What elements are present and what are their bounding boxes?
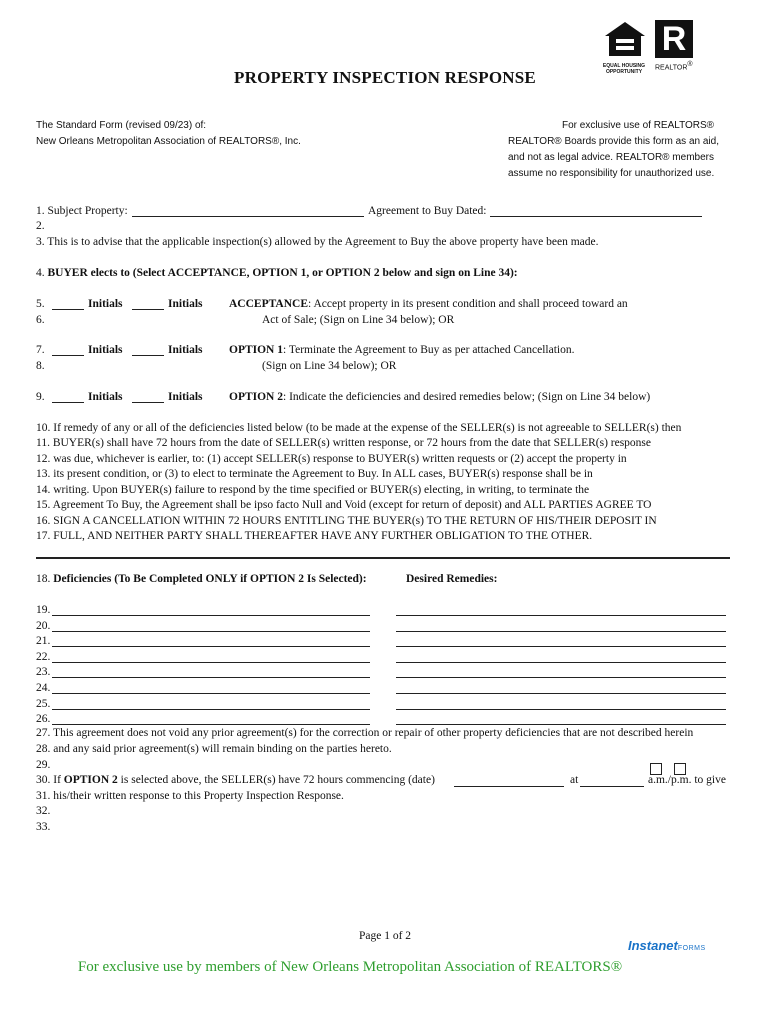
initials-label: Initials xyxy=(88,298,123,310)
header-left-line1: The Standard Form (revised 09/23) of: xyxy=(36,120,207,131)
page-number: Page 1 of 2 xyxy=(358,930,412,942)
line-27: 27. This agreement does not void any prior agreement(s) for the correction or repair of other property deficiencies that are not described herein xyxy=(36,727,694,739)
deficiency-field[interactable] xyxy=(52,615,370,616)
remedy-field[interactable] xyxy=(396,709,726,710)
line-30-at: at xyxy=(570,774,579,786)
acceptance-initials-1[interactable] xyxy=(52,309,84,310)
remedy-field[interactable] xyxy=(396,693,726,694)
deficiency-line-number: 25. xyxy=(36,697,51,710)
line-5-num: 5. xyxy=(36,298,45,310)
line-16: 16. SIGN A CANCELLATION WITHIN 72 HOURS ENTITLING THE BUYER(s) TO THE RETURN OF HIS/THEIR DEPOSIT IN xyxy=(36,515,657,527)
realtor-r-icon: R xyxy=(655,20,693,58)
subject-property-field[interactable] xyxy=(132,216,364,217)
acceptance-initials-2[interactable] xyxy=(132,309,164,310)
line-2: 2. xyxy=(36,220,45,232)
line-1-label: 1. Subject Property: xyxy=(36,205,128,217)
line-28: 28. and any said prior agreement(s) will remain binding on the parties hereto. xyxy=(36,743,392,755)
line-30: 30. If OPTION 2 is selected above, the SELLER(s) have 72 hours commencing (date) xyxy=(36,774,435,786)
remedy-field[interactable] xyxy=(396,677,726,678)
remedy-field[interactable] xyxy=(396,646,726,647)
line-1-agreement-label: Agreement to Buy Dated: xyxy=(368,205,487,217)
equal-housing-text: EQUAL HOUSING OPPORTUNITY xyxy=(602,63,646,75)
header-right-line3: and not as legal advice. REALTOR® members xyxy=(508,152,714,163)
line-9-num: 9. xyxy=(36,391,45,403)
option1-initials-2[interactable] xyxy=(132,355,164,356)
line-6-num: 6. xyxy=(36,314,45,326)
line-7-num: 7. xyxy=(36,344,45,356)
line-4: 4. BUYER elects to (Select ACCEPTANCE, OPTION 1, or OPTION 2 below and sign on Line 34): xyxy=(36,267,518,279)
deficiency-field[interactable] xyxy=(52,646,370,647)
option1-text-2: (Sign on Line 34 below); OR xyxy=(262,360,397,372)
page-title: PROPERTY INSPECTION RESPONSE xyxy=(234,68,536,87)
option2-text: OPTION 2: Indicate the deficiencies and desired remedies below; (Sign on Line 34 below) xyxy=(229,391,651,403)
acceptance-text: ACCEPTANCE: Accept property in its present condition and shall proceed toward an xyxy=(229,298,628,310)
header-right-line4: assume no responsibility for unauthorized use. xyxy=(508,168,715,179)
commencing-time-field[interactable] xyxy=(580,786,644,787)
line-10: 10. If remedy of any or all of the deficiencies listed below (to be made at the expense of the SELLER(s) is not agreeable to SELLER(s) then xyxy=(36,422,682,434)
deficiency-line-number: 23. xyxy=(36,666,51,679)
option1-text: OPTION 1: Terminate the Agreement to Buy as per attached Cancellation. xyxy=(229,344,575,356)
line-30-ampm: a.m./p.m. to give xyxy=(648,774,726,786)
line-8-num: 8. xyxy=(36,360,45,372)
equal-housing-logo xyxy=(602,20,648,75)
initials-label: Initials xyxy=(88,344,123,356)
commencing-date-field[interactable] xyxy=(454,786,564,787)
deficiency-line-number: 21. xyxy=(36,635,51,648)
line-31: 31. his/their written response to this Property Inspection Response. xyxy=(36,790,344,802)
buyer-elects-text: BUYER elects to (Select ACCEPTANCE, OPTION 1, or OPTION 2 below and sign on Line 34): xyxy=(47,267,518,279)
realtor-logo: R REALTOR® xyxy=(655,20,693,72)
deficiency-field[interactable] xyxy=(52,693,370,694)
acceptance-text-2: Act of Sale; (Sign on Line 34 below); OR xyxy=(262,314,455,326)
initials-label: Initials xyxy=(88,391,123,403)
header-right xyxy=(508,118,719,182)
option2-initials-1[interactable] xyxy=(52,402,84,403)
initials-label: Initials xyxy=(168,298,203,310)
initials-label: Initials xyxy=(168,344,203,356)
line-11: 11. BUYER(s) shall have 72 hours from the date of SELLER(s) written response, or 72 hours from the date that SELLER(s) response xyxy=(36,437,652,449)
agreement-date-field[interactable] xyxy=(490,216,702,217)
initials-label: Initials xyxy=(168,391,203,403)
deficiency-line-number: 24. xyxy=(36,682,51,694)
remedy-field[interactable] xyxy=(396,615,726,616)
realtor-text: REALTOR xyxy=(655,64,688,72)
header-left-line2: New Orleans Metropolitan Association of REALTORS®, Inc. xyxy=(36,136,301,147)
deficiency-line-number: 26. xyxy=(36,713,51,726)
option2-initials-2[interactable] xyxy=(132,402,164,403)
deficiency-field[interactable] xyxy=(52,677,370,678)
line-33: 33. xyxy=(36,821,51,833)
deficiency-field[interactable] xyxy=(52,662,370,663)
instanet-logo: InstanetFORMS xyxy=(628,938,706,953)
remedy-field[interactable] xyxy=(396,662,726,663)
footer-text: For exclusive use by members of New Orleans Metropolitan Association of REALTORS® xyxy=(77,959,623,975)
header-right-line1: For exclusive use of REALTORS® xyxy=(562,120,715,131)
line-32: 32. xyxy=(36,805,51,817)
line-17: 17. FULL, AND NEITHER PARTY SHALL THEREAFTER HAVE ANY FURTHER OBLIGATION TO THE OTHER. xyxy=(36,530,593,542)
line-15: 15. Agreement To Buy, the Agreement shall be ipso facto Null and Void (except for return of deposit) and ALL PARTIES AGREE TO xyxy=(36,499,652,511)
equal-housing-icon xyxy=(602,20,648,58)
line-3: 3. This is to advise that the applicable inspection(s) allowed by the Agreement to Buy the above property have been made. xyxy=(36,236,599,248)
line-12: 12. was due, whichever is earlier, to: (1) accept SELLER(s) response to BUYER(s) written requests or (2) accept the property in xyxy=(36,453,627,465)
deficiency-line-number: 20. xyxy=(36,619,51,632)
line-29: 29. xyxy=(36,759,51,771)
deficiency-field[interactable] xyxy=(52,631,370,632)
desired-remedies-label: Desired Remedies: xyxy=(406,573,498,585)
deficiency-line-number: 22. xyxy=(36,650,51,663)
deficiency-line-number: 19. xyxy=(36,604,51,616)
line-13: 13. its present condition, or (3) to elect to terminate the Agreement to Buy. In ALL cases, BUYER(s) response shall be in xyxy=(36,468,593,480)
deficiency-field[interactable] xyxy=(52,709,370,710)
header-right-line2: REALTOR® Boards provide this form as an aid, xyxy=(508,136,719,147)
deficiencies-label: Deficiencies (To Be Completed ONLY if OPTION 2 Is Selected): xyxy=(53,573,367,585)
remedy-field[interactable] xyxy=(396,631,726,632)
header-left xyxy=(36,118,301,150)
line-14: 14. writing. Upon BUYER(s) failure to respond by the time specified or BUYER(s) electing, in writing, to terminate the xyxy=(36,484,590,496)
line-18: 18. Deficiencies (To Be Completed ONLY if OPTION 2 Is Selected): xyxy=(36,573,367,585)
option1-initials-1[interactable] xyxy=(52,355,84,356)
section-divider xyxy=(36,557,730,559)
